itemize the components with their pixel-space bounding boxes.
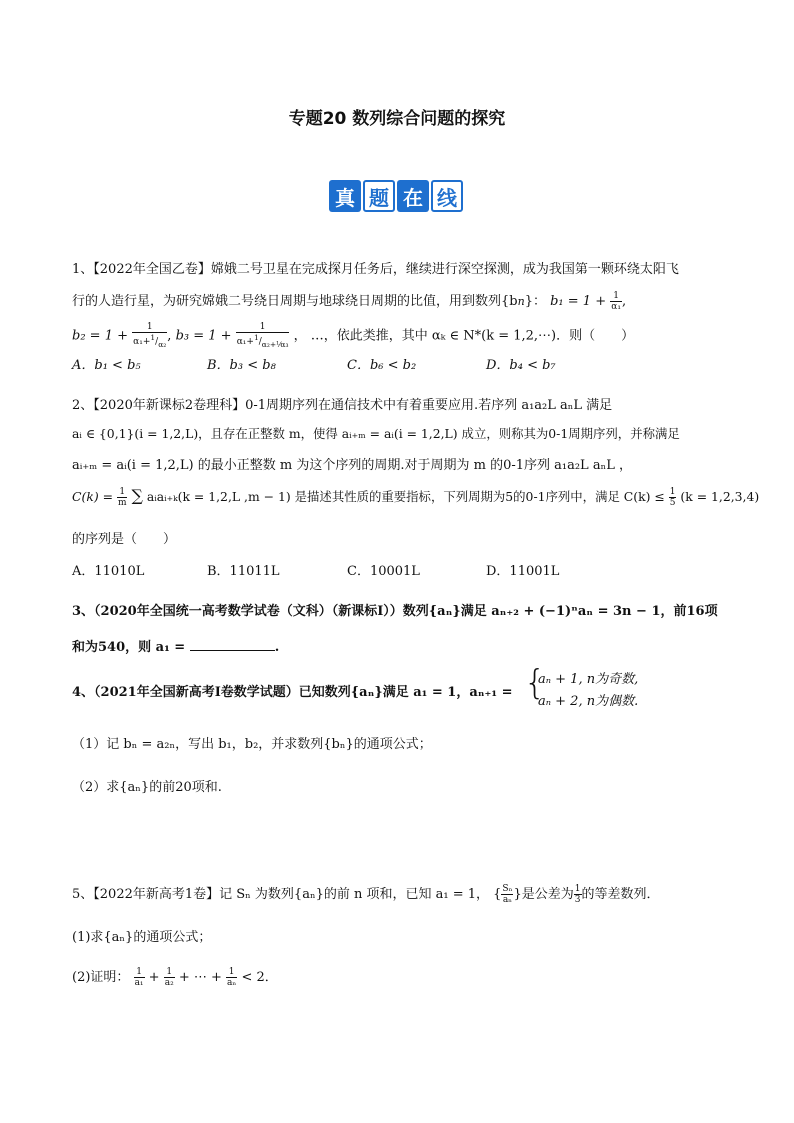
- q5-set-sn-over-an: { $\frac{\text{Sₙ}}{\text{aₙ}}$ }: [493, 884, 522, 905]
- q1-option-b: B．b₃ < b₈: [207, 358, 276, 373]
- q5-part2-end: < 2．: [241, 970, 278, 985]
- q2-option-b: B．11011L: [207, 564, 280, 579]
- q1-line3-end: ， …，依此类推，其中 αₖ ∈ N*(k = 1,2,⋯)．则（ ）: [293, 328, 635, 344]
- q5-part2: (2)证明： $\frac{1}{\text{a₁}}$ + $\frac{1}{\text{a₂}}$ + ⋯ + $\frac{1}{\text{aₙ}}$ < 2．: [72, 967, 278, 988]
- q1-b1: b₁ = 1 +: [550, 294, 607, 309]
- q1-option-c: C．b₆ < b₂: [347, 358, 417, 373]
- q1-line2-end: }：: [524, 294, 546, 309]
- q1-line1: 1、【2022年全国乙卷】嫦娥二号卫星在完成探月任务后，继续进行深空探测，成为我国第一颗环绕太阳飞: [72, 262, 679, 277]
- q4-line1: 4、（2021年全国新高考Ⅰ卷数学试题）已知数列{aₙ}满足 a₁ = 1，aₙ₊₁ =: [72, 685, 513, 700]
- q1-b3-frac: $\frac{1}{\alpha_1+^1/_{\alpha_2+^1⁄\alpha_3}}$: [236, 322, 289, 349]
- q2-option-a: A．11010L: [72, 564, 145, 579]
- q1-b3: b₃ = 1 +: [175, 328, 232, 344]
- q2-line1: 2、【2020年新课标2卷理科】0-1周期序列在通信技术中有着重要应用.若序列 a₁a₂L aₙL 满足: [72, 398, 613, 413]
- q4-case2: aₙ + 2, n为偶数.: [538, 694, 639, 709]
- q1-line3: b₂ = 1 + $\frac{1}{\alpha_1+^1/_{\alpha_2}}$ , b₃ = 1 + $\frac{1}{\alpha_1+^1/_{\alpha_2+^1⁄\alpha_3}}$ ， …，依此类推，其中 αₖ ∈ N*(k = 1,2,⋯)．则（ ）: [72, 322, 635, 349]
- q2-option-c: C．10001L: [347, 564, 420, 579]
- q1-option-a: A．b₁ < b₅: [72, 358, 141, 373]
- q3-line2: [72, 636, 279, 655]
- q3-answer-blank: [190, 638, 275, 651]
- q2-line2: aᵢ ∈ {0,1}(i = 1,2,L)，且存在正整数 m，使得 aᵢ₊ₘ = aᵢ(i = 1,2,L) 成立，则称其为0-1周期序列，并称满足: [72, 426, 680, 441]
- banner-char-4: 线: [431, 180, 463, 212]
- q5-line1-mid: 是公差为: [521, 887, 574, 902]
- section-banner: [329, 180, 463, 214]
- q5-line1: [72, 883, 660, 905]
- q3-line2-text: 和为540，则 a₁ =: [72, 640, 186, 655]
- q4-part1: （1）记 bₙ = a₂ₙ，写出 b₁，b₂，并求数列{bₙ}的通项公式；: [72, 737, 432, 752]
- banner-char-2: 题: [363, 180, 395, 212]
- q5-frac-1-over-3: $\frac{1}{3}$: [574, 884, 581, 905]
- q4-brace: {: [524, 663, 546, 703]
- banner-char-3: 在: [397, 180, 429, 212]
- q2-ck: C(k) =: [72, 489, 113, 504]
- q2-line4: C(k) = $\frac{1}{m}$ ∑ aᵢaᵢ₊ₖ(k = 1,2,L ,m − 1) 是描述其性质的重要指标，下列周期为5的0-1序列中，满足 C(k) ≤ $\frac{1}{5}$ (k = 1,2,3,4): [72, 486, 760, 508]
- q3-line1: 3、（2020年全国统一高考数学试卷（文科）（新课标Ⅰ））数列{aₙ}满足 aₙ₊₂ + (−1)ⁿaₙ = 3n − 1，前16项: [72, 604, 718, 619]
- q1-b2: b₂ = 1 +: [72, 328, 128, 344]
- q2-line4-end: (k = 1,2,3,4): [680, 489, 760, 504]
- q1-b2-frac: $\frac{1}{\alpha_1+^1/_{\alpha_2}}$: [133, 322, 167, 349]
- q2-frac-1-over-5: $\frac{1}{5}$: [669, 487, 676, 508]
- q2-line4-mid: aᵢaᵢ₊ₖ(k = 1,2,L ,m − 1) 是描述其性质的重要指标，下列周期为5的0-1序列中，满足 C(k) ≤: [146, 489, 665, 504]
- q4-case1: aₙ + 1, n为奇数,: [538, 672, 639, 687]
- q1-option-d: D．b₄ < b₇: [486, 358, 556, 373]
- q5-part1: (1)求{aₙ}的通项公式；: [72, 930, 212, 945]
- q2-line3: aᵢ₊ₘ = aᵢ(i = 1,2,L) 的最小正整数 m 为这个序列的周期.对于周期为 m 的0-1序列 a₁a₂L aₙL ，: [72, 458, 632, 473]
- page-title: 专题20 数列综合问题的探究: [288, 109, 506, 129]
- q4-part2: （2）求{aₙ}的前20项和.: [72, 780, 222, 795]
- q5-line1-text: 5、【2022年新高考1卷】记 Sₙ 为数列{aₙ}的前 n 项和，已知 a₁ = 1，: [72, 887, 489, 902]
- q1-line2: 行的人造行星，为研究嫦娥二号绕日周期与地球绕日周期的比值，用到数列{bn}： b₁ = 1 + $\frac{1}{\text{α₁}}$ ,: [72, 291, 627, 312]
- q2-option-d: D．11001L: [486, 564, 560, 579]
- q2-frac-1-over-m: $\frac{1}{m}$: [117, 487, 127, 508]
- banner-char-1: 真: [329, 180, 361, 212]
- q5-line1-end: 的等差数列．: [581, 887, 660, 902]
- q5-part2-text: (2)证明：: [72, 970, 130, 985]
- q1-b1-frac: $\frac{1}{\text{α₁}}$: [611, 291, 621, 312]
- q1-line2-text: 行的人造行星，为研究嫦娥二号绕日周期与地球绕日周期的比值，用到数列{b: [72, 294, 518, 309]
- q3-line2-end: .: [274, 640, 280, 655]
- q2-line5: 的序列是（ ）: [72, 532, 177, 547]
